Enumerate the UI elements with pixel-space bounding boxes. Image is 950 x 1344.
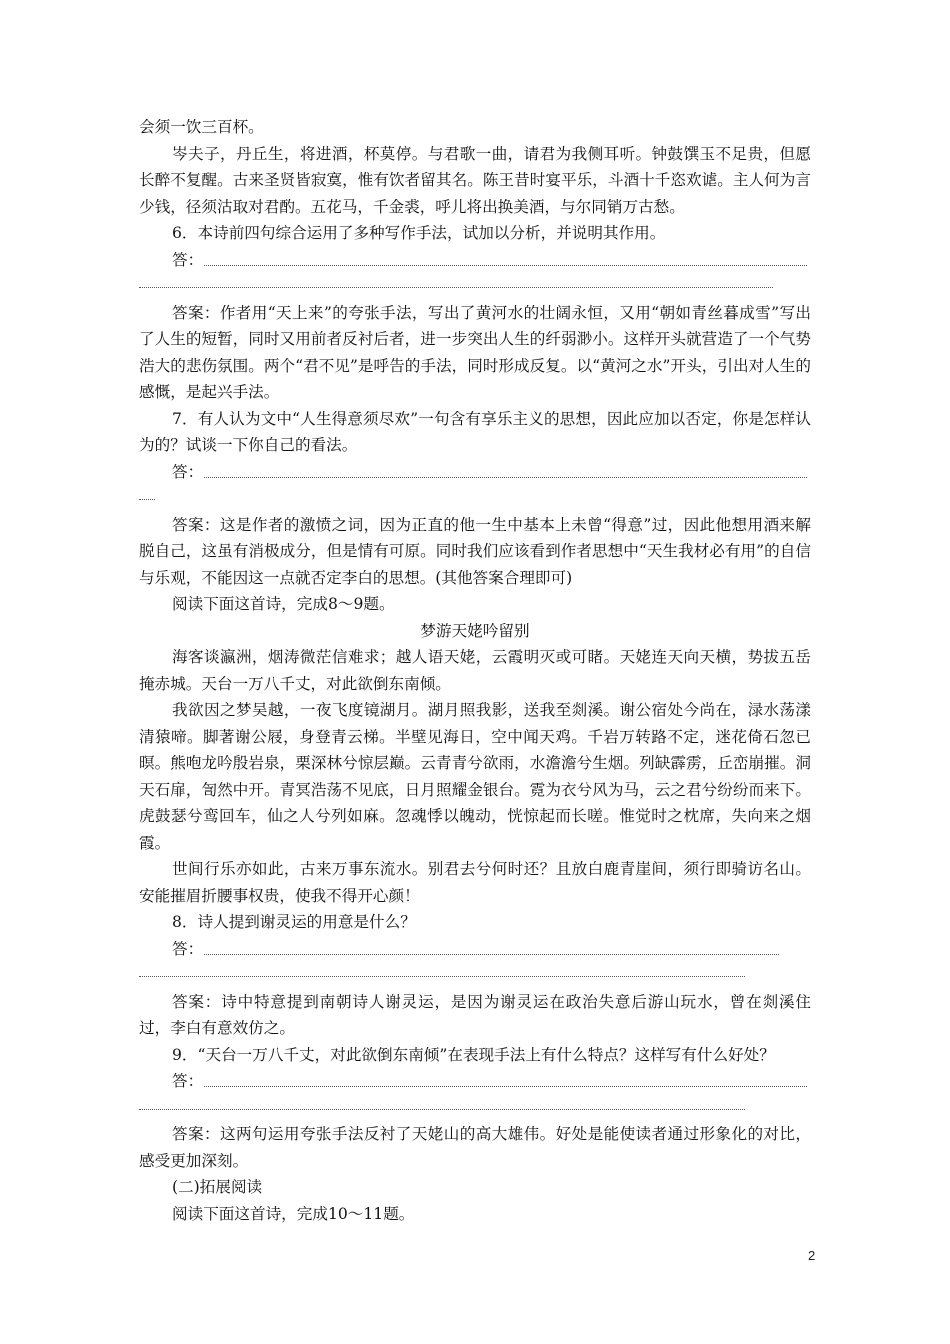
poem-stanza-2: 我欲因之梦吴越，一夜飞度镜湖月。湖月照我影，送我至剡溪。谢公宿处今尚在，渌水荡漾清猿啼。脚著谢公屐，身登青云梯。半壁见海日，空中闻天鸡。千岩万转路不定，迷花倚石忽已暝。熊咆龙吟殷岩泉，栗深林兮惊层巅。云青青兮欲雨，水澹澹兮生烟。列缺霹雳，丘峦崩摧。洞天石扉，訇然中开。青冥浩荡不见底，日月照耀金银台。霓为衣兮风为马，云之君兮纷纷而来下。虎鼓瑟兮鸾回车，仙之人兮列如麻。忽魂悸以魄动，恍惊起而长嗟。惟觉时之枕席，失向来之烟霞。 xyxy=(139,701,811,852)
answer-label: 答： xyxy=(172,250,204,269)
poem-title: 梦游天姥吟留别 xyxy=(420,621,530,640)
reading-intro-10-11: 阅读下面这首诗，完成10～11题。 xyxy=(172,1204,415,1223)
text-paragraph: 岑夫子，丹丘生，将进酒，杯莫停。与君歌一曲，请君为我侧耳听。钟鼓馔玉不足贵，但愿长醉不复醒。古来圣贤皆寂寞，惟有饮者留其名。陈王昔时宴平乐，斗酒十千恣欢谑。主人何为言少钱，径须沽取对君酌。五花马，千金裘，呼儿将出换美酒，与尔同销万古愁。 xyxy=(139,144,811,216)
page-content xyxy=(139,114,811,1227)
answer-8: 答案：诗中特意提到南朝诗人谢灵运，是因为谢灵运在政治失意后游山玩水，曾在剡溪住过，李白有意效仿之。 xyxy=(139,992,811,1037)
answer-line-6 xyxy=(139,247,811,274)
answer-line-9 xyxy=(139,1068,811,1095)
question-9: 9．“天台一万八千丈，对此欲倒东南倾”在表现手法上有什么特点？这样写有什么好处？ xyxy=(172,1045,775,1064)
answer-6: 答案：作者用“天上来”的夸张手法，写出了黄河水的壮阔永恒，又用“朝如青丝暮成雪”写出了人生的短暂，同时又用前者反衬后者，进一步突出人生的纤弱渺小。这样开头就营造了一个气势浩大的悲伤氛围。两个“君不见”是呼告的手法，同时形成反复。以“黄河之水”开头，引出对人生的感慨，是起兴手法。 xyxy=(139,303,811,401)
answer-label: 答： xyxy=(172,462,204,481)
question-6: 6．本诗前四句综合运用了多种写作手法，试加以分析，并说明其作用。 xyxy=(172,224,666,242)
poem-stanza-1: 海客谈瀛洲，烟涛微茫信难求；越人语天姥，云霞明灭或可睹。天姥连天向天横，势拔五岳掩赤城。天台一万八千丈，对此欲倒东南倾。 xyxy=(139,648,811,693)
answer-7: 答案：这是作者的激愤之词，因为正直的他一生中基本上未曾“得意”过，因此他想用酒来解脱自己，这虽有消极成分，但是情有可原。同时我们应该看到作者思想中“天生我材必有用”的自信与乐观，不能因这一点就否定李白的思想。(其他答案合理即可) xyxy=(139,515,811,587)
section-heading: (二)拓展阅读 xyxy=(172,1178,263,1196)
answer-9: 答案：这两句运用夸张手法反衬了天姥山的高大雄伟。好处是能使读者通过形象化的对比，感受更加深刻。 xyxy=(139,1125,811,1170)
poem-stanza-3: 世间行乐亦如此，古来万事东流水。别君去兮何时还？且放白鹿青崖间，须行即骑访名山。安能摧眉折腰事权贵，使我不得开心颜！ xyxy=(139,860,811,905)
page-number: 2 xyxy=(808,1248,816,1263)
answer-line-7 xyxy=(139,459,811,486)
answer-blank-8 xyxy=(139,962,811,989)
answer-blank-9 xyxy=(139,1095,811,1122)
reading-intro-8-9: 阅读下面这首诗，完成8～9题。 xyxy=(172,595,395,613)
question-8: 8．诗人提到谢灵运的用意是什么？ xyxy=(172,913,416,931)
answer-label: 答： xyxy=(172,1072,204,1090)
text-paragraph: 会须一饮三百杯。 xyxy=(139,118,264,136)
answer-label: 答： xyxy=(172,939,204,958)
answer-blank-7 xyxy=(139,485,811,512)
answer-blank-6 xyxy=(139,273,811,300)
answer-line-8 xyxy=(139,936,811,963)
question-7: 7．有人认为文中“人生得意须尽欢”一句含有享乐主义的思想，因此应加以否定，你是怎样认为的？试谈一下你自己的看法。 xyxy=(139,409,811,454)
